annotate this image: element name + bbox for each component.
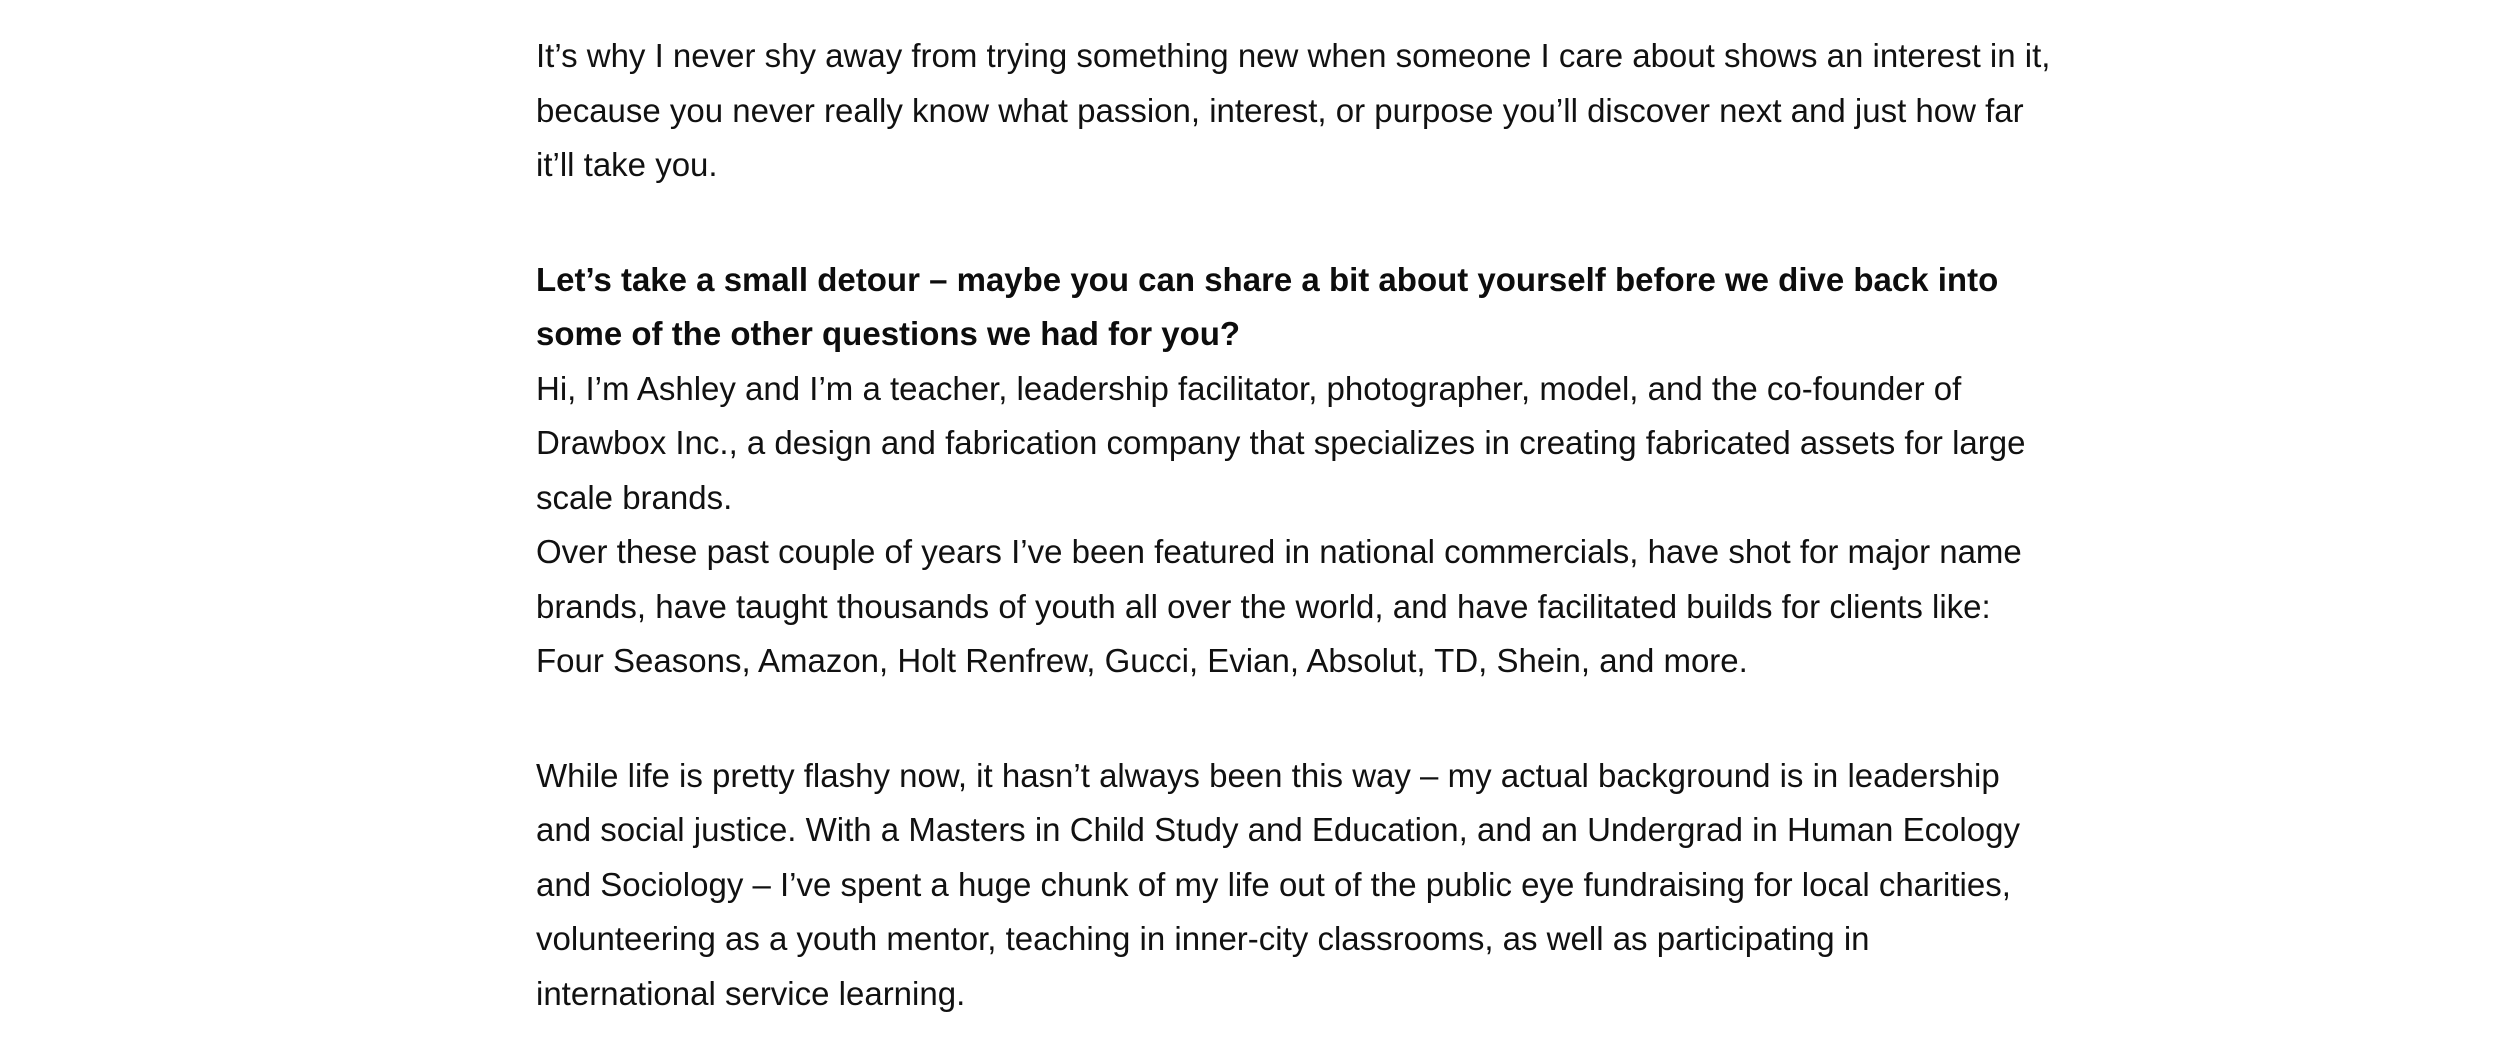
article-body — [536, 29, 2056, 1021]
interview-question: Let’s take a small detour – maybe you can share a bit about yourself before we dive back into some of the other questions we had for you? — [536, 260, 1999, 352]
answer-paragraph-background: While life is pretty flashy now, it hasn’t always been this way – my actual background is in leadership and social justice. With a Masters in Child Study and Education, and an Undergrad in Human Ecology and Sociology – I’ve spent a huge chunk of my life out of the public eye fundraising for local charities, volunteering as a youth mentor, teaching in inner-city classrooms, as well as participating in international service learning. — [536, 756, 2020, 1012]
answer-paragraph-intro: Hi, I’m Ashley and I’m a teacher, leadership facilitator, photographer, model, and the co-founder of Drawbox Inc., a design and fabrication company that specializes in creating fabricated assets for large scale brands. — [536, 369, 2026, 516]
intro-paragraph: It’s why I never shy away from trying something new when someone I care about shows an interest in it, because you never really know what passion, interest, or purpose you’ll discover next and just how far it’ll take you. — [536, 37, 2051, 183]
answer-paragraph-clients: Over these past couple of years I’ve been featured in national commercials, have shot for major name brands, have taught thousands of youth all over the world, and have facilitated builds for clients like: Four Seasons, Amazon, Holt Renfrew, Gucci, Evian, Absolut, TD, Shein, and more. — [536, 533, 2022, 679]
